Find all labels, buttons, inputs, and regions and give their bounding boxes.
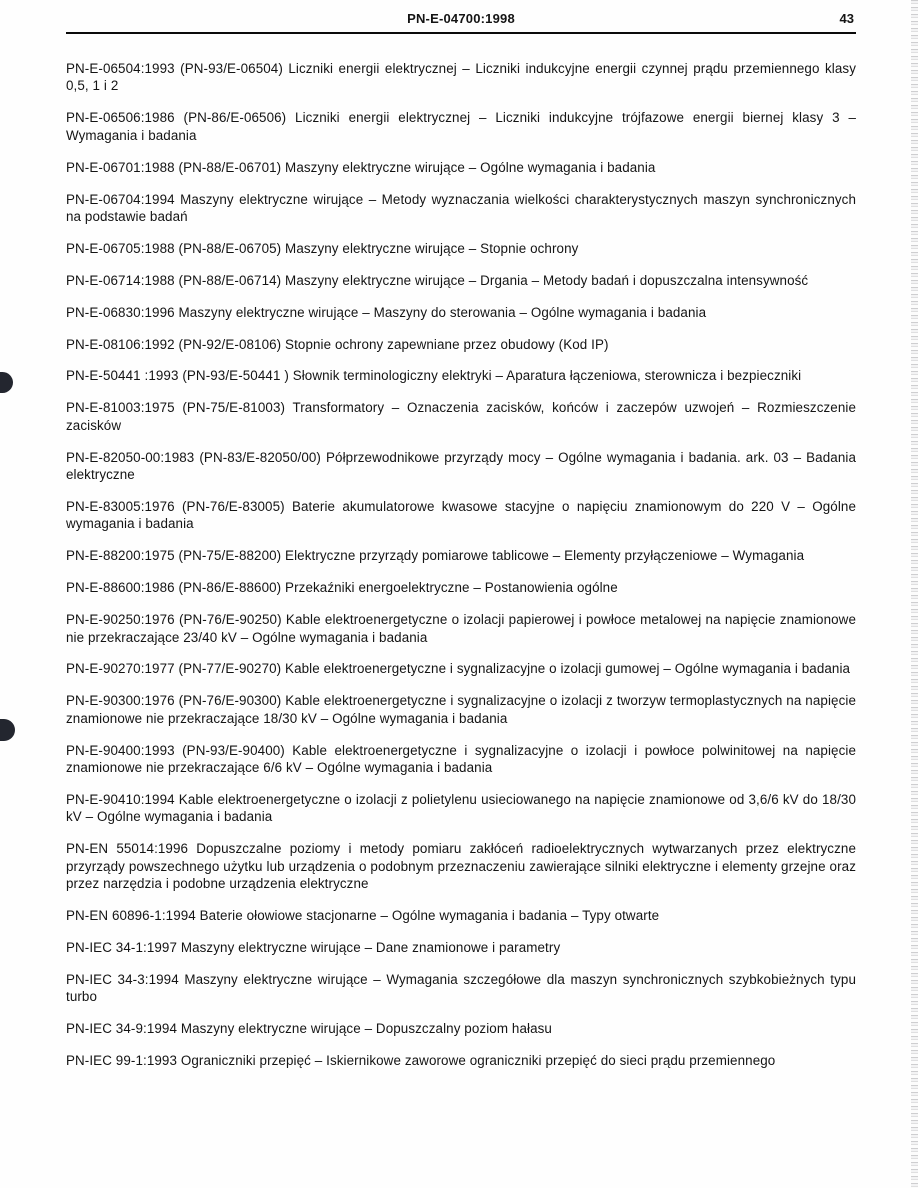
standard-entry: PN-E-08106:1992 (PN-92/E-08106) Stopnie ochrony zapewniane przez obudowy (Kod IP) [66,336,609,352]
standard-entry: PN-E-06714:1988 (PN-88/E-06714) Maszyny elektryczne wirujące – Drgania – Metody badań i dopuszczalna intensywność [66,272,809,288]
standard-entry: PN-IEC 34-3:1994 Maszyny elektryczne wirujące – Wymagania szczegółowe dla maszyn synchronicznych szybkobieżnych typu turbo [66,971,856,1005]
standard-entry: PN-E-90250:1976 (PN-76/E-90250) Kable elektroenergetyczne o izolacji papierowej i powłoce metalowej na napięcie znamionowe nie przekraczające 23/40 kV – Ogólne wymagania i badania [66,612,856,645]
page-number: 43 [839,11,854,26]
standard-entry: PN-E-06830:1996 Maszyny elektryczne wirujące – Maszyny do sterowania – Ogólne wymagania i badania [66,304,707,320]
standard-entry: PN-E-06506:1986 (PN-86/E-06506) Liczniki energii elektrycznej – Liczniki indukcyjne trójfazowe energii biernej klasy 3 – Wymagania i badania [66,110,856,143]
standard-entry: PN-EN 60896-1:1994 Baterie ołowiowe stacjonarne – Ogólne wymagania i badania – Typy otwarte [66,908,660,923]
standard-entry: PN-E-88600:1986 (PN-86/E-88600) Przekaźniki energoelektryczne – Postanowienia ogólne [66,580,618,596]
standard-entry: PN-IEC 99-1:1993 Ograniczniki przepięć – Iskiernikowe zaworowe ograniczniki przepięć do sieci prądu przemiennego [66,1053,776,1069]
standard-entry: PN-EN 55014:1996 Dopuszczalne poziomy i metody pomiaru zakłóceń radioelektrycznych wytwarzanych przez elektryczne przyrządy powszechnego użytku lub urządzenia o podobnym przeznaczeniu zawierające silniki elektryczne i elementy grzejne oraz przez narzędzia i podobne urządzenia elektryczne [66,841,856,892]
standard-entry: PN-E-06701:1988 (PN-88/E-06701) Maszyny elektryczne wirujące – Ogólne wymagania i badania [66,159,656,175]
standard-entry: PN-E-90410:1994 Kable elektroenergetyczne o izolacji z polietylenu usieciowanego na napięcie znamionowe od 3,6/6 kV do 18/30 kV – Ogólne wymagania i badania [66,791,856,825]
standard-entry: PN-E-83005:1976 (PN-76/E-83005) Baterie akumulatorowe kwasowe stacyjne o napięciu znamionowym do 220 V – Ogólne wymagania i badania [66,499,856,532]
scan-artifact-right-edge [911,0,918,1188]
standard-entry: PN-E-50441 :1993 (PN-93/E-50441 ) Słownik terminologiczny elektryki – Aparatura łączeniowa, sterownicza i bezpieczniki [66,368,802,384]
standard-entry: PN-E-06705:1988 (PN-88/E-06705) Maszyny elektryczne wirujące – Stopnie ochrony [66,240,579,256]
standard-entry: PN-E-06504:1993 (PN-93/E-06504) Liczniki energii elektrycznej – Liczniki indukcyjne energii czynnej prądu przemiennego klasy 0,5, 1 i 2 [66,61,856,94]
standard-entry: PN-IEC 34-9:1994 Maszyny elektryczne wirujące – Dopuszczalny poziom hałasu [66,1021,552,1037]
standard-entry: PN-E-90400:1993 (PN-93/E-90400) Kable elektroenergetyczne i sygnalizacyjne o izolacji i powłoce polwinitowej na napięcie znamionowe nie przekraczające 6/6 kV – Ogólne wymagania i badania [66,742,856,776]
page-header [66,10,856,30]
standard-entry: PN-E-88200:1975 (PN-75/E-88200) Elektryczne przyrządy pomiarowe tablicowe – Elementy przyłączeniowe – Wymagania [66,548,805,564]
standards-list [66,60,856,1069]
standard-entry: PN-E-90270:1977 (PN-77/E-90270) Kable elektroenergetyczne i sygnalizacyjne o izolacji gumowej – Ogólne wymagania i badania [66,661,851,677]
standard-entry: PN-E-06704:1994 Maszyny elektryczne wirujące – Metody wyznaczania wielkości charakterystycznych maszyn synchronicznych na podstawie badań [66,191,856,224]
standard-entry: PN-IEC 34-1:1997 Maszyny elektryczne wirujące – Dane znamionowe i parametry [66,939,561,955]
standard-entry: PN-E-82050-00:1983 (PN-83/E-82050/00) Półprzewodnikowe przyrządy mocy – Ogólne wymagania i badania. ark. 03 – Badania elektryczne [66,449,856,483]
standard-entry: PN-E-90300:1976 (PN-76/E-90300) Kable elektroenergetyczne i sygnalizacyjne o izolacji z tworzyw termoplastycznych na napięcie znamionowe nie przekraczające 18/30 kV – Ogólne wymagania i badania [66,693,856,726]
standard-entry: PN-E-81003:1975 (PN-75/E-81003) Transformatory – Oznaczenia zacisków, końców i zaczepów uzwojeń – Rozmieszczenie zacisków [66,400,856,433]
document-title: PN-E-04700:1998 [407,11,515,26]
header-rule [66,32,856,34]
